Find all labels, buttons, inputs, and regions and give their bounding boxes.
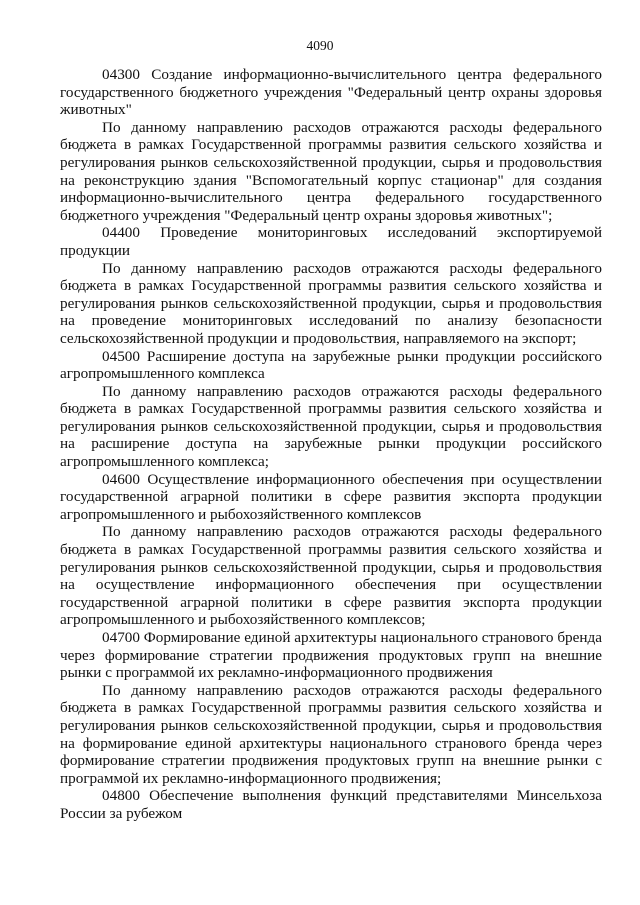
heading-04700: 04700 Формирование единой архитектуры национального странового бренда через формирование стратегии продвижения продуктовых групп на внешние рынки с программой их рекламно-информационного продвижения xyxy=(60,629,602,682)
heading-04600: 04600 Осуществление информационного обеспечения при осуществлении государственной аграрной политики в сфере развития экспорта продукции агропромышленного и рыбохозяйственного комплексов xyxy=(60,470,602,523)
document-body xyxy=(60,66,602,823)
heading-04400: 04400 Проведение мониторинговых исследований экспортируемой продукции xyxy=(60,224,602,259)
paragraph-04300-description: По данному направлению расходов отражаются расходы федерального бюджета в рамках Государственной программы развития сельского хозяйства и регулирования рынков сельскохозяйственной продукции, сырья и продовольствия на реконструкцию здания "Вспомогательный корпус стационар" для создания информационно-вычислительного центра федерального государственного бюджетного учреждения "Федеральный центр охраны здоровья животных"; xyxy=(60,118,602,224)
heading-04800: 04800 Обеспечение выполнения функций представителями Минсельхоза России за рубежом xyxy=(60,787,602,822)
paragraph-04600-description: По данному направлению расходов отражаются расходы федерального бюджета в рамках Государственной программы развития сельского хозяйства и регулирования рынков сельскохозяйственной продукции, сырья и продовольствия на осуществление информационного обеспечения при осуществлении государственной аграрной политики в сфере развития экспорта продукции агропромышленного и рыбохозяйственного комплексов; xyxy=(60,523,602,629)
paragraph-04500-description: По данному направлению расходов отражаются расходы федерального бюджета в рамках Государственной программы развития сельского хозяйства и регулирования рынков сельскохозяйственной продукции, сырья и продовольствия на расширение доступа на зарубежные рынки продукции российского агропромышленного комплекса; xyxy=(60,382,602,471)
paragraph-04700-description: По данному направлению расходов отражаются расходы федерального бюджета в рамках Государственной программы развития сельского хозяйства и регулирования рынков сельскохозяйственной продукции, сырья и продовольствия на формирование единой архитектуры национального странового бренда через формирование стратегии продвижения продуктовых групп на внешние рынки с программой их рекламно-информационного продвижения; xyxy=(60,681,602,787)
heading-04300: 04300 Создание информационно-вычислительного центра федерального государственного бюджетного учреждения "Федеральный центр охраны здоровья животных" xyxy=(60,66,602,119)
paragraph-04400-description: По данному направлению расходов отражаются расходы федерального бюджета в рамках Государственной программы развития сельского хозяйства и регулирования рынков сельскохозяйственной продукции, сырья и продовольствия на проведение мониторинговых исследований по анализу безопасности сельскохозяйственной продукции и продовольствия, направляемого на экспорт; xyxy=(60,259,602,347)
heading-04500: 04500 Расширение доступа на зарубежные рынки продукции российского агропромышленного комплекса xyxy=(60,347,602,383)
page-number: 4090 xyxy=(306,38,334,53)
